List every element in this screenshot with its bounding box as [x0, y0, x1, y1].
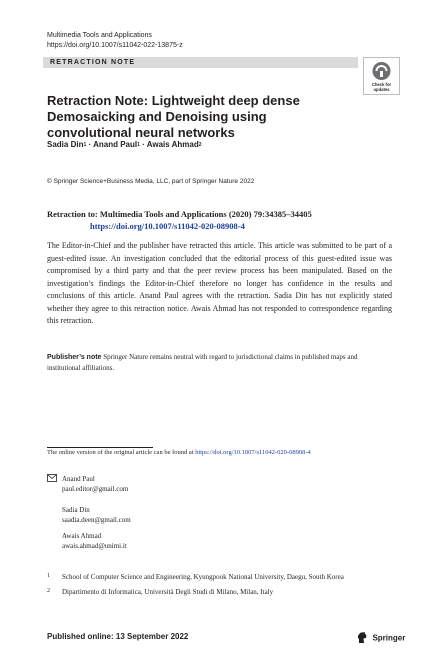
badge-line-1: Check for: [371, 82, 392, 87]
affiliation-number: 1: [47, 573, 50, 579]
contact-block: [62, 474, 128, 494]
author-affiliation-ref: 1: [137, 142, 140, 148]
publisher-note-label: Publisher’s note: [47, 354, 102, 361]
author-affiliation-ref: 2: [198, 142, 202, 148]
retraction-doi-link[interactable]: https://doi.org/10.1007/s11042-020-08908-4: [90, 221, 245, 231]
contact-block: [62, 505, 131, 525]
contact-email[interactable]: awais.ahmad@unimi.it: [62, 542, 127, 550]
contact-email[interactable]: saadia.deen@gmail.com: [62, 516, 131, 524]
badge-line-2: updates: [373, 87, 390, 92]
springer-logo: [356, 629, 405, 643]
author-separator: ·: [142, 140, 145, 149]
online-version-link[interactable]: https://doi.org/10.1007/s11042-020-08908-4: [195, 449, 311, 456]
retraction-to-label: Retraction to:: [47, 209, 98, 219]
article-title: Retraction Note: Lightweight deep dense Demosaicking and Denoising using convolutional neural networks: [47, 93, 300, 140]
author-name[interactable]: Anand Paul: [93, 140, 138, 149]
publisher-note: [47, 352, 392, 373]
affiliation-text: School of Computer Science and Engineering, Kyungpook National University, Daegu, South Korea: [62, 573, 344, 581]
check-for-updates-icon[interactable]: [363, 57, 400, 95]
journal-header: [47, 31, 183, 51]
author-list: [47, 140, 202, 150]
contact-name: Anand Paul: [62, 475, 95, 483]
contact-block: [62, 531, 127, 551]
author-name[interactable]: Sadia Din: [47, 140, 84, 149]
affiliation-number: 2: [47, 588, 50, 594]
journal-name: Multimedia Tools and Applications: [47, 32, 152, 39]
author-affiliation-ref: 1: [83, 142, 87, 148]
retraction-reference: [47, 208, 312, 232]
springer-horse-icon: [356, 631, 368, 644]
affiliation-text: Dipartimento di Informatica, Università Degli Studi di Milano, Milan, Italy: [62, 588, 274, 596]
article-doi[interactable]: https://doi.org/10.1007/s11042-022-13875-z: [47, 42, 183, 49]
publisher-note-text: Springer Nature remains neutral with regard to jurisdictional claims in published maps and institutional affiliations.: [47, 353, 358, 372]
envelope-icon: [47, 474, 57, 482]
author-separator: ·: [88, 140, 92, 149]
article-type-label: RETRACTION NOTE: [50, 59, 136, 66]
contact-email[interactable]: paul.editor@gmail.com: [62, 485, 129, 493]
published-online-date: Published online: 13 September 2022: [47, 632, 189, 641]
copyright-line: © Springer Science+Business Media, LLC, part of Springer Nature 2022: [47, 178, 255, 185]
retraction-citation: Multimedia Tools and Applications (2020) 79:34385–34405: [99, 209, 312, 219]
online-version-note: [47, 448, 311, 457]
contact-name: Awais Ahmad: [62, 532, 102, 540]
online-version-text: The online version of the original article can be found at: [47, 449, 194, 456]
retraction-body-text: The Editor-in-Chief and the publisher have retracted this article. This article was submitted to be part of a guest-edited issue. An investigation concluded that the editorial process of this guest-edited issue was compromised by a third party and that the peer review process has been manipulated. Based on the investigation’s findings the Editor-in-Chief therefore no longer has confidence in the results and conclusions of this article. Anand Paul agrees with the retraction. Sadia Din has not explicitly stated whether they agree to this retraction notice. Awais Ahmad has not responded to correspondence regarding this retraction.: [47, 241, 392, 325]
contact-name: Sadia Din: [62, 506, 90, 514]
publisher-name: Springer: [372, 633, 406, 643]
author-name[interactable]: Awais Ahmad: [146, 140, 199, 149]
